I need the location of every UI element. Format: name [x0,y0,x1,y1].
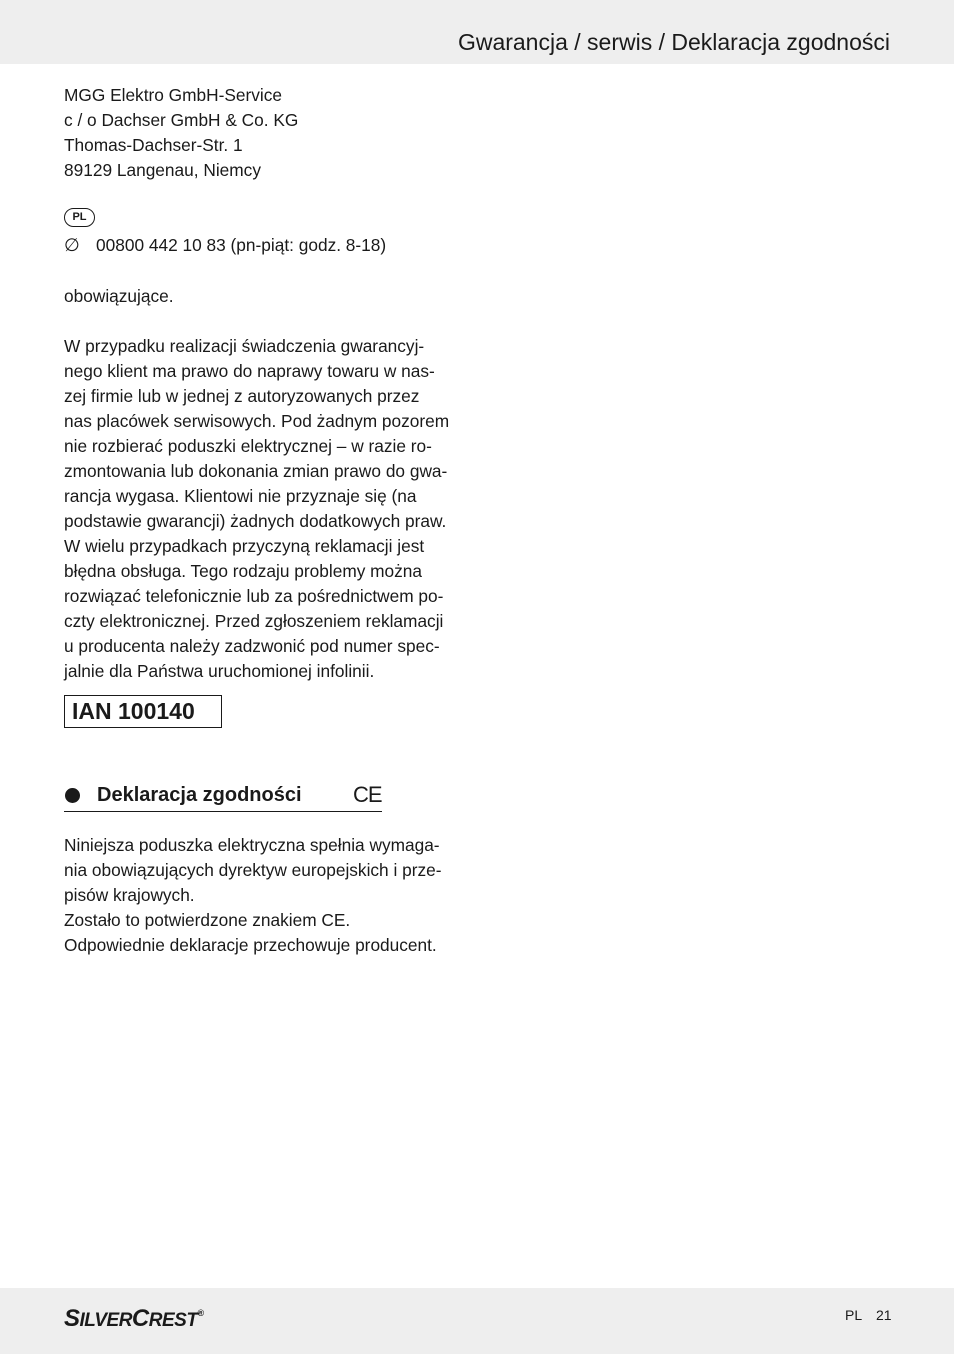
paragraph-line: nie rozbierać poduszki elektrycznej – w razie ro- [64,436,432,456]
phone-row [64,233,386,258]
paragraph-line: Niniejsza poduszka elektryczna spełnia wymaga- [64,835,440,855]
country-badge: PL [64,208,95,227]
page-title: Gwarancja / serwis / Deklaracja zgodności [457,29,890,55]
phone-number: 00800 442 10 83 (pn-piąt: godz. 8-18) [96,235,387,255]
address-line: 89129 Langenau, Niemcy [64,160,261,180]
address-line: c / o Dachser GmbH & Co. KG [64,110,299,130]
address-line: Thomas-Dachser-Str. 1 [64,135,243,155]
paragraph-line: Odpowiednie deklaracje przechowuje producent. [64,935,437,955]
paragraph-line: obowiązujące. [64,286,174,306]
paragraph-line: nego klient ma prawo do naprawy towaru w nas- [64,361,435,381]
paragraph-line: zmontowania lub dokonania zmian prawo do gwa- [64,461,448,481]
address-line: MGG Elektro GmbH-Service [64,85,282,105]
paragraph-line: podstawie gwarancji) żadnych dodatkowych praw. [64,511,447,531]
paragraph-line: nas placówek serwisowych. Pod żadnym pozorem [64,411,450,431]
paragraph-line: nia obowiązujących dyrektyw europejskich i prze- [64,860,442,880]
bullet-icon [65,788,80,803]
paragraph-line: W wielu przypadkach przyczyną reklamacji jest [64,536,425,556]
paragraph-line: rancja wygasa. Klientowi nie przyznaje się (na [64,486,417,506]
paragraph-line: zej firmie lub w jednej z autoryzowanych przez [64,386,420,406]
paragraph-line: czty elektronicznej. Przed zgłoszeniem reklamacji [64,611,444,631]
declaration-paragraph [64,833,474,958]
footer-language: PL [845,1307,863,1323]
obowiazujace-text [64,284,474,309]
page-number: 21 [876,1307,892,1323]
paragraph-line: błędna obsługa. Tego rodzaju problemy można [64,561,423,581]
ce-mark-icon: CE [353,782,382,807]
paragraph-line: jalnie dla Państwa uruchomionej infolinii. [64,661,375,681]
ian-number-box: IAN 100140 [64,695,222,728]
paragraph-line: pisów krajowych. [64,885,195,905]
silvercrest-logo: SILVERCREST® [64,1305,204,1332]
phone-icon: ∅ [64,235,80,255]
declaration-title: Deklaracja zgodności [97,784,302,806]
paragraph-line: W przypadku realizacji świadczenia gwarancyj- [64,336,425,356]
warranty-paragraph [64,334,474,684]
service-address [64,83,474,183]
paragraph-line: u producenta należy zadzwonić pod numer spec- [64,636,440,656]
paragraph-line: Zostało to potwierdzone znakiem CE. [64,910,351,930]
declaration-heading [64,780,382,812]
paragraph-line: rozwiązać telefonicznie lub za pośrednictwem po- [64,586,444,606]
